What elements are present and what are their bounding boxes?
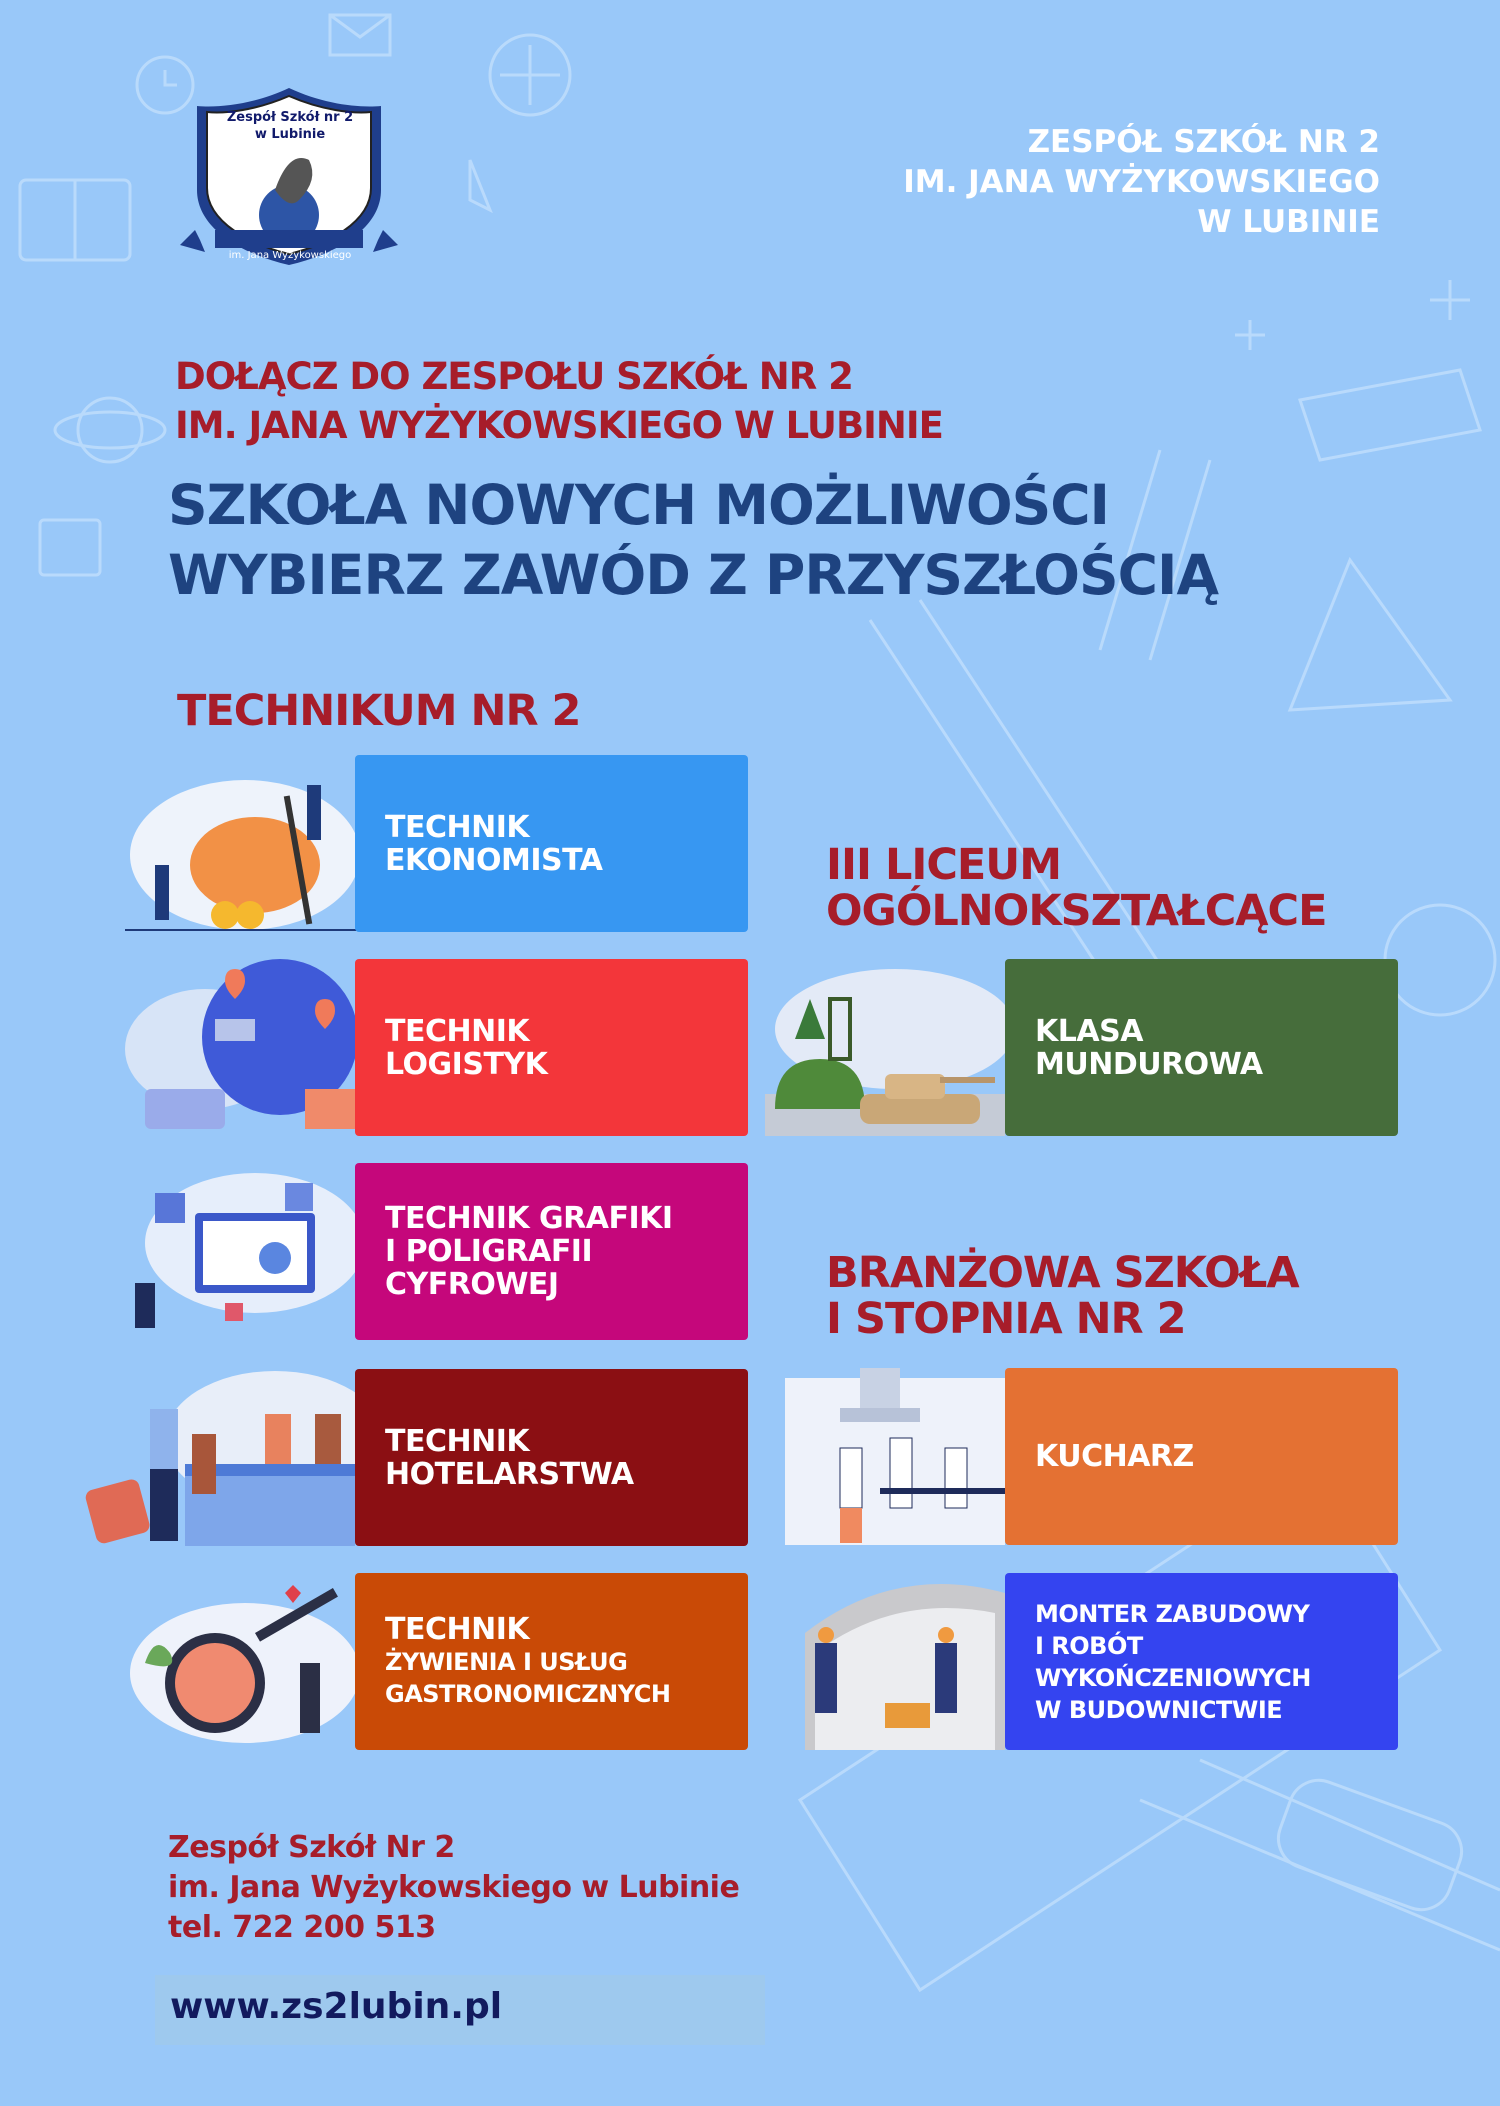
card-title: EKONOMISTA [385,842,603,878]
contact-info [168,1828,739,1948]
school-name-line: ZESPÓŁ SZKÓŁ NR 2 [1027,124,1380,160]
card-title: MUNDUROWA [1035,1046,1263,1082]
logo-text-line2: w Lubinie [254,127,326,142]
join-headline [175,352,943,450]
program-card-kucharz[interactable] [1005,1368,1398,1545]
card-title: CYFROWEJ [385,1267,559,1302]
liceum-title-line: OGÓLNOKSZTAŁCĄCE [826,886,1327,936]
card-subtitle: ŻYWIENIA I USŁUG [385,1648,628,1676]
cooking-pan-illustration [125,1573,365,1750]
card-title: WYKOŃCZENIOWYCH [1035,1663,1311,1692]
graphic-design-illustration [125,1163,365,1340]
card-title: TECHNIK [385,1013,530,1049]
card-title: MONTER ZABUDOWY [1035,1599,1310,1628]
card-title: TECHNIK [385,1423,530,1459]
slogan-headline [168,470,1218,610]
program-card-technik-grafiki[interactable] [355,1163,748,1340]
technikum-title: TECHNIKUM NR 2 [177,686,581,736]
branzowa-title-line: I STOPNIA NR 2 [826,1294,1186,1344]
logo-text-line1: Zespół Szkół nr 2 [226,110,354,125]
contact-school-patron: im. Jana Wyżykowskiego w Lubinie [168,1870,740,1905]
card-title: I POLIGRAFII [385,1234,593,1269]
school-name-line: W LUBINIE [1197,204,1380,240]
card-title: LOGISTYK [385,1046,548,1082]
liceum-title [826,842,1326,934]
program-card-monter-zabudowy[interactable] [1005,1573,1398,1750]
program-card-technik-hotelarstwa[interactable] [355,1369,748,1546]
website-link[interactable]: www.zs2lubin.pl [170,1986,503,2027]
military-tank-illustration [765,959,1005,1136]
hotel-reception-illustration [80,1369,355,1546]
school-name-line: IM. JANA WYŻYKOWSKIEGO [903,164,1380,200]
chefs-kitchen-illustration [780,1368,1005,1545]
join-headline-line: DOŁĄCZ DO ZESPOŁU SZKÓŁ NR 2 [175,355,853,398]
school-name-header [903,122,1380,242]
program-card-technik-logistyk[interactable] [355,959,748,1136]
card-subtitle: GASTRONOMICZNYCH [385,1680,671,1708]
card-title: W BUDOWNICTWIE [1035,1695,1283,1724]
card-title: HOTELARSTWA [385,1456,634,1492]
program-card-klasa-mundurowa[interactable] [1005,959,1398,1136]
card-title: I ROBÓT [1035,1631,1143,1660]
shield-icon [175,80,403,270]
contact-phone[interactable]: tel. 722 200 513 [168,1910,436,1945]
card-title: KUCHARZ [1035,1439,1194,1474]
slogan-line: WYBIERZ ZAWÓD Z PRZYSZŁOŚCIĄ [168,543,1219,607]
contact-school-name: Zespół Szkół Nr 2 [168,1830,455,1865]
school-logo [175,80,403,270]
branzowa-title [826,1250,1299,1342]
join-headline-line: IM. JANA WYŻYKOWSKIEGO W LUBINIE [175,404,943,447]
program-card-technik-ekonomista[interactable] [355,755,748,932]
branzowa-title-line: BRANŻOWA SZKOŁA [826,1248,1299,1298]
construction-workers-illustration [795,1573,1005,1750]
globe-logistics-illustration [125,959,365,1136]
card-title: TECHNIK [385,809,530,845]
piggy-bank-illustration [125,755,365,932]
card-title: TECHNIK GRAFIKI [385,1201,673,1236]
logo-ribbon-text: im. Jana Wyżykowskiego [228,250,352,261]
liceum-title-line: III LICEUM [826,840,1062,890]
program-card-technik-zywienia[interactable] [355,1573,748,1750]
card-title: KLASA [1035,1013,1143,1049]
slogan-line: SZKOŁA NOWYCH MOŻLIWOŚCI [168,473,1110,537]
card-title: TECHNIK [385,1612,530,1647]
